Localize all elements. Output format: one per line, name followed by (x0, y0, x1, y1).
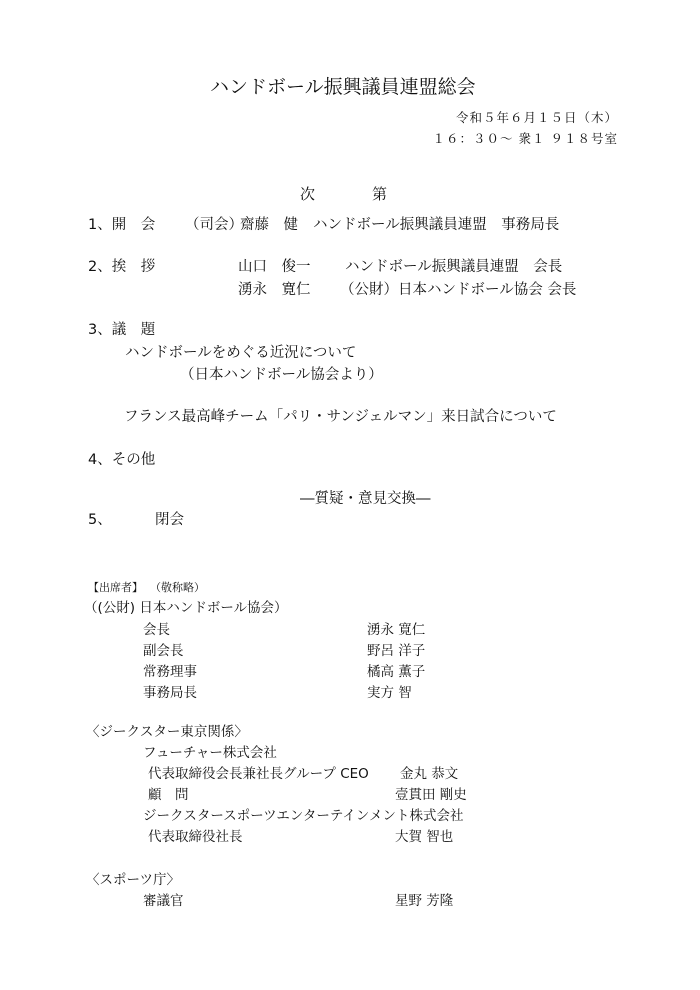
attendee-role: 顧 問 (148, 787, 189, 803)
item1-name: 齋藤 健 (240, 217, 298, 233)
company-zstar-sports: ジークスタースポーツエンターテインメント株式会社 (143, 808, 464, 824)
meeting-date: 令和５年６月１５日（木） (455, 110, 618, 125)
attendee-role: 代表取締役社長 (148, 829, 243, 845)
attendee-role: 会長 (143, 622, 170, 638)
item3-topic1: ハンドボールをめぐる近況について (125, 345, 357, 361)
item2-speaker2-name: 湧永 寛仁 (238, 282, 311, 298)
attendee-name: 橘高 薫子 (367, 664, 426, 680)
attendee-name: 金丸 恭文 (400, 766, 459, 782)
attendee-name: 湧永 寛仁 (367, 622, 426, 638)
document-title: ハンドボール振興議員連盟総会 (210, 76, 476, 98)
attendee-role: 審議官 (143, 893, 184, 909)
item2-number: 2、挨 拶 (88, 259, 156, 275)
attendee-name: 大賀 智也 (395, 829, 454, 845)
attendee-name: 星野 芳隆 (395, 893, 454, 909)
agenda-heading-2: 第 (372, 185, 388, 203)
attendee-name: 野呂 洋子 (367, 643, 426, 659)
company-future: フューチャー株式会社 (143, 745, 277, 761)
item1-role: （司会） (185, 217, 243, 233)
item1-title: ハンドボール振興議員連盟 事務局長 (313, 217, 560, 233)
item3-number: 3、議 題 (88, 322, 156, 338)
item4-number: 4、その他 (88, 452, 156, 468)
attendees-heading: 【出席者】 (88, 581, 143, 594)
attendee-name: 実方 智 (367, 685, 412, 701)
item3-topic1-source: （日本ハンドボール協会より） (180, 367, 383, 383)
attendee-role: 代表取締役会長兼社長グループ CEO (148, 766, 369, 782)
group-jha: （(公財) 日本ハンドボール協会） (84, 600, 288, 616)
item2-speaker2-title: （公財）日本ハンドボール協会 会長 (340, 282, 577, 298)
agenda-heading-1: 次 (300, 185, 316, 203)
item3-topic2: フランス最高峰チーム「パリ・サンジェルマン」来日試合について (124, 409, 557, 425)
attendee-role: 事務局長 (143, 685, 197, 701)
item2-speaker1-name: 山口 俊一 (238, 259, 311, 275)
group-zstar: 〈ジークスター東京関係〉 (86, 724, 248, 740)
meeting-time-place: １６：３０～ 衆１ ９１８号室 (432, 131, 618, 146)
group-sports-agency: 〈スポーツ庁〉 (86, 872, 180, 888)
attendee-name: 壹貫田 剛史 (395, 787, 467, 803)
item5-label: 閉会 (155, 512, 184, 528)
attendee-role: 副会長 (143, 643, 184, 659)
item1-number: 1、開 会 (88, 217, 156, 233)
item5-number: 5、 (88, 512, 112, 528)
attendee-role: 常務理事 (143, 664, 197, 680)
item2-speaker1-title: ハンドボール振興議員連盟 会長 (345, 259, 563, 275)
attendees-honorific-note: （敬称略） (150, 581, 205, 594)
item4-note: ―質疑・意見交換― (300, 491, 431, 507)
